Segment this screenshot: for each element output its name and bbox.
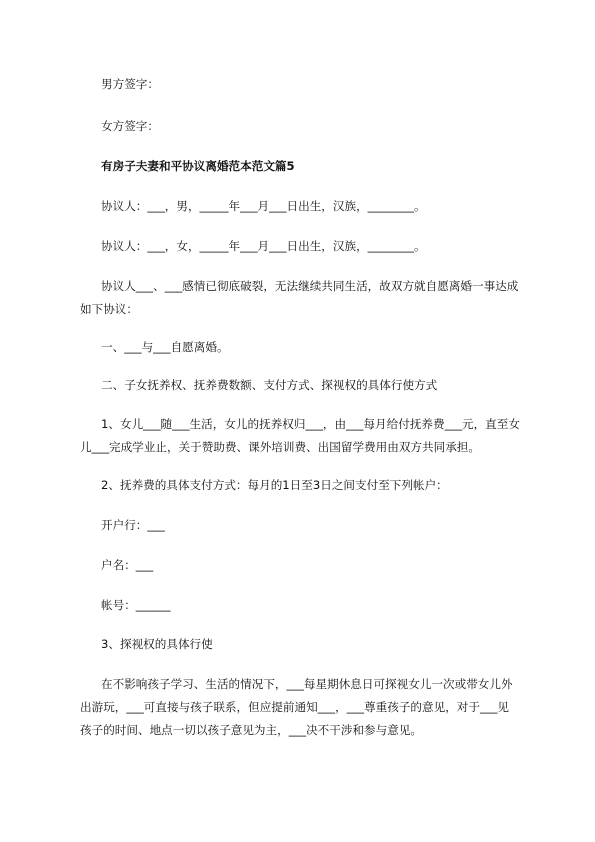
party-male-line: 协议人：___，男，_____年___月___日出生，汉族，________。 [101, 199, 426, 213]
husband-signature-line: 男方签字： [101, 77, 159, 91]
bank-name-line: 开户行：___ [101, 518, 165, 532]
section-title: 有房子夫妻和平协议离婚范本范文篇5 [101, 159, 295, 173]
visitation-heading: 3、探视权的具体行使 [101, 637, 213, 651]
account-name-line: 户名：___ [101, 558, 154, 572]
wife-signature-line: 女方签字： [101, 119, 159, 133]
party-female-line: 协议人：___，女，_____年___月___日出生，汉族，________。 [101, 239, 426, 253]
custody-paragraph: 1、女儿___随___生活，女儿的抚养权归___，由___每月给付抚养费___元，直至女儿___完成学业止，关于赞助费、课外培训费、出国留学费用由双方共同承担。 [80, 417, 520, 454]
visitation-paragraph: 在不影响孩子学习、生活的情况下，___每星期休息日可探视女儿一次或带女儿外出游玩，___可直接与孩子联系，但应提前通知___，___尊重孩子的意见，对于___见孩子的时间、地点一切以孩子意见为主，___决不干涉和参与意见。 [80, 677, 513, 737]
clause-2-heading: 二、子女抚养权、抚养费数额、支付方式、探视权的具体行使方式 [101, 378, 438, 392]
account-number-line: 帐号：______ [101, 598, 171, 612]
clause-1: 一、___与___自愿离婚。 [101, 340, 229, 354]
agreement-intro-paragraph: 协议人___、___感情已彻底破裂，无法继续共同生活，故双方就自愿离婚一事达成如下协议： [80, 279, 519, 316]
payment-method-line: 2、抚养费的具体支付方式：每月的1日至3日之间支付至下列帐户： [101, 478, 448, 492]
